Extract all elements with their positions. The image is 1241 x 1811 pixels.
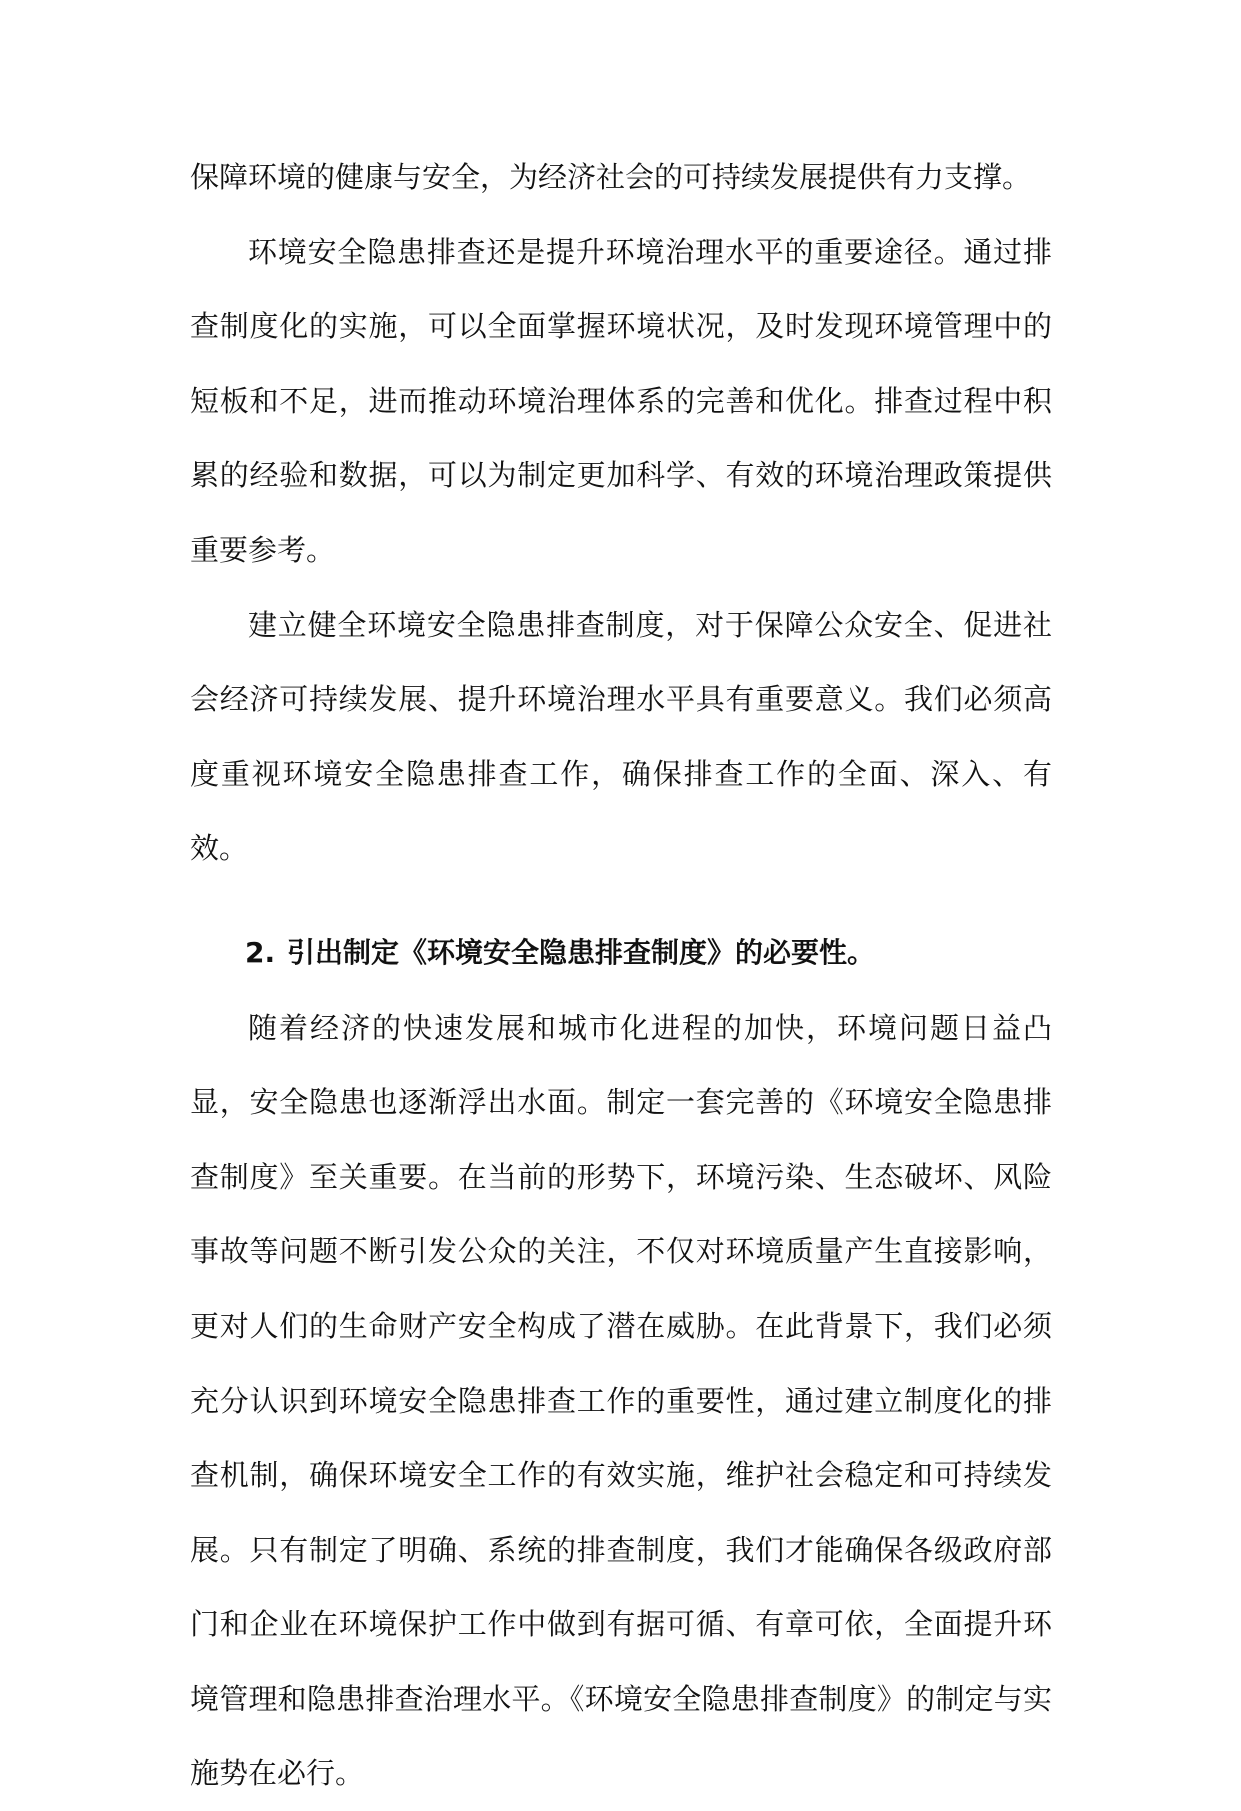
section-heading [190,916,1052,991]
section-title: 引出制定《环境安全隐患排查制度》的必要性。 [287,935,876,969]
body-paragraph-3: 建立健全环境安全隐患排查制度，对于保障公众安全、促进社会经济可持续发展、提升环境治理水平具有重要意义。我们必须高度重视环境安全隐患排查工作，确保排查工作的全面、深入、有效。 [190,607,1052,866]
body-paragraph-4: 随着经济的快速发展和城市化进程的加快，环境问题日益凸显，安全隐患也逐渐浮出水面。制定一套完善的《环境安全隐患排查制度》至关重要。在当前的形势下，环境污染、生态破坏、风险事故等问题不断引发公众的关注，不仅对环境质量产生直接影响，更对人们的生命财产安全构成了潜在威胁。在此背景下，我们必须充分认识到环境安全隐患排查工作的重要性，通过建立制度化的排查机制，确保环境安全工作的有效实施，维护社会稳定和可持续发展。只有制定了明确、系统的排查制度，我们才能确保各级政府部门和企业在环境保护工作中做到有据可循、有章可依，全面提升环境管理和隐患排查治理水平。《环境安全隐患排查制度》的制定与实施势在必行。 [190,1010,1052,1791]
document-body [190,140,1052,1811]
body-paragraph-2: 环境安全隐患排查还是提升环境治理水平的重要途径。通过排查制度化的实施，可以全面掌握环境状况，及时发现环境管理中的短板和不足，进而推动环境治理体系的完善和优化。排查过程中积累的经验和数据，可以为制定更加科学、有效的环境治理政策提供重要参考。 [190,234,1052,567]
section-number: 2. [245,935,276,969]
body-paragraph-1: 保障环境的健康与安全，为经济社会的可持续发展提供有力支撑。 [190,160,1032,194]
